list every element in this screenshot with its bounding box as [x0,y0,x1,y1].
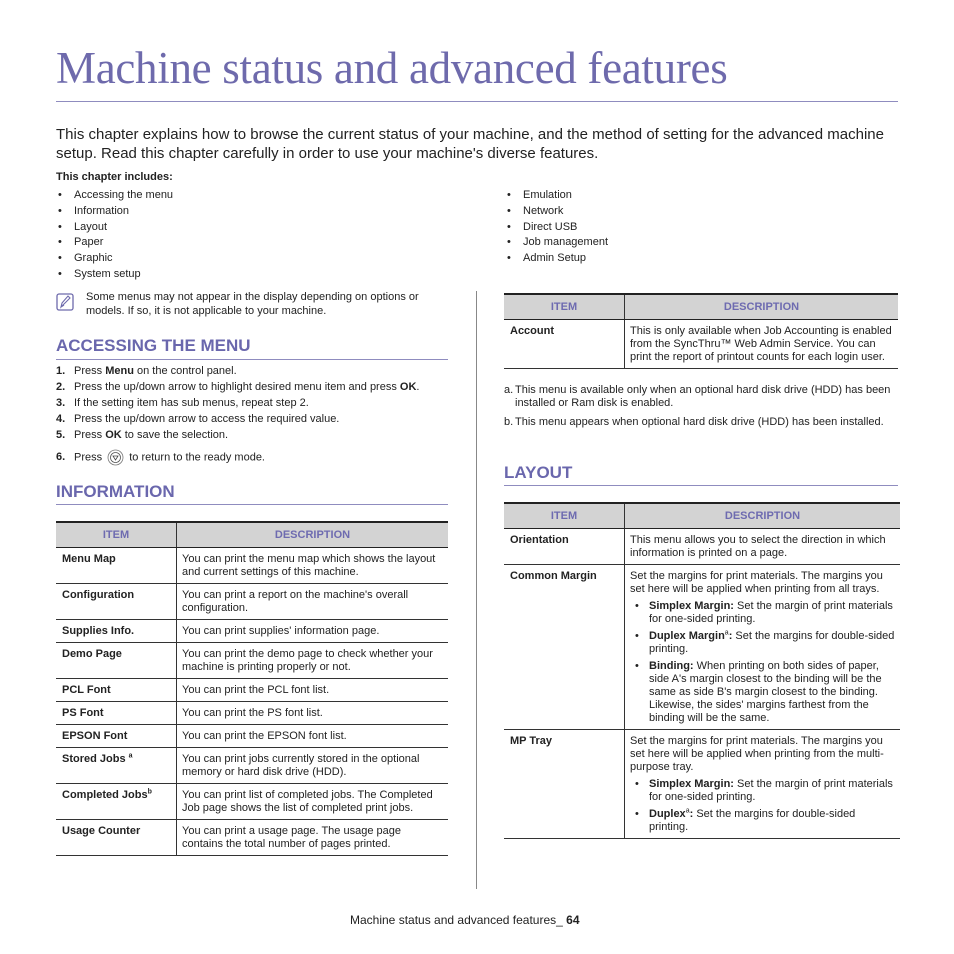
item-cell [56,679,177,702]
list-item-label: Layout [74,220,108,233]
bullet-label: Duplex Margin [649,630,725,642]
stop-button-icon [107,449,124,466]
table-row [56,725,448,748]
bullet: • [635,778,639,790]
item-cell [56,725,177,748]
item-name: Configuration [62,589,135,601]
description-bullet [630,808,895,834]
bullet: • [635,600,639,612]
item-name: MP Tray [510,735,552,747]
bullet-text: Set the margins for double-sided printing. [649,630,895,655]
list-item [56,251,173,267]
description-cell [177,784,449,820]
description-cell [177,584,449,620]
list-item [56,188,173,204]
description-text: This is only available when Job Accounting is enabled from the SyncThru™ Web Admin Service. You can print the report of printout counts for each login user. [630,325,892,363]
item-name: Common Margin [510,570,597,582]
step-number: 6. [56,451,66,464]
description-cell [177,620,449,643]
intro-paragraph: This chapter explains how to browse the current status of your machine, and the method of setting for the advanced machine setup. Read this chapter carefully in order to use your machine's diverse features. [56,126,884,162]
bullet-label: Binding: [649,660,694,672]
bullet: • [507,236,511,249]
heading-layout: LAYOUT [504,463,573,482]
table-row [504,320,898,369]
description-text: This menu allows you to select the direction in which information is printed on a page. [630,534,886,559]
step [56,379,456,395]
column-header-description: DESCRIPTION [177,522,449,548]
heading-rule [504,485,898,486]
footnote-ref: a [128,752,133,760]
page-number: 64 [566,913,580,927]
step-number: 3. [56,397,66,409]
list-item-label: Network [523,204,564,217]
list-item [505,220,608,236]
description-cell [177,748,449,784]
page-title: Machine status and advanced features [56,43,728,93]
list-item-label: Direct USB [523,220,578,233]
step-text: Press [74,365,106,377]
step [56,411,456,427]
note-text: Some menus may not appear in the display depending on options or models. If so, it is not applicable to your machine. [86,291,419,317]
bullet: • [58,189,62,201]
table-row [56,784,448,820]
item-name: EPSON Font [62,730,128,742]
step-text: . [416,381,420,393]
list-item [56,267,173,283]
description-text: You can print the EPSON font list. [182,730,347,742]
bullet-text: Set the margin of print materials for one-sided printing. [649,600,893,625]
description-cell [177,548,449,584]
description-text: You can print jobs currently stored in the optional memory or hard disk drive (HDD). [182,753,420,778]
step-number: 4. [56,413,66,425]
description-cell [177,702,449,725]
description-bullet [630,778,895,804]
bullet-text: Set the margin of print materials for one-sided printing. [649,778,893,803]
list-item-label: Paper [74,236,104,249]
bullet-text: When printing on both sides of paper, side A's margin closest to the binding will be the same as side B's margin closest to the binding. Likewise, the sides' margins farthest from the binding will be the same. [649,660,882,724]
item-cell [504,529,625,565]
column-header-description: DESCRIPTION [625,503,901,529]
bullet: • [635,660,639,672]
bullet: • [58,267,62,280]
list-item [505,251,608,267]
item-name: Menu Map [62,553,116,565]
item-cell [56,643,177,679]
list-item-label: Emulation [523,189,572,201]
item-cell [56,548,177,584]
table-row [504,730,900,839]
item-name: Supplies Info. [62,625,135,637]
table-row [504,565,900,730]
footnote [504,384,894,410]
bullet-label: Simplex Margin: [649,778,734,790]
step-bold: OK [399,381,417,393]
item-name: Orientation [510,534,569,546]
step-number: 2. [56,381,66,393]
step [56,449,456,466]
step-number: 5. [56,429,66,441]
list-item [56,220,173,236]
step-text: Press [74,429,106,441]
step-text: Press the up/down arrow to access the required value. [74,413,340,425]
footnote-key: a. [504,384,514,396]
column-header-description: DESCRIPTION [625,294,899,320]
list-item-label: Admin Setup [523,252,586,265]
heading-information: INFORMATION [56,482,175,501]
description-cell [625,320,899,369]
step [56,395,456,411]
table-row [56,548,448,584]
footnote-ref: a [685,807,690,815]
footnote-ref: a [724,629,729,637]
description-text: You can print the menu map which shows the layout and current settings of this machine. [182,553,436,578]
item-cell [56,702,177,725]
table-row [56,643,448,679]
footnote-key: b. [504,416,514,428]
table-row [56,702,448,725]
bullet-label: Duplex [649,808,686,820]
heading-rule [56,504,448,505]
list-item [56,235,173,251]
description-text: Set the margins for print materials. The margins you set here will be applied when printing from all trays. [630,570,883,595]
bullet: • [507,189,511,201]
bullet-label: Simplex Margin: [649,600,734,612]
list-item-label: Graphic [74,252,113,265]
footer-text: Machine status and advanced features_ [350,913,567,927]
table-row [56,620,448,643]
footnote-ref: b [147,788,152,796]
item-cell [504,730,625,839]
table-row [504,529,900,565]
description-cell [625,730,901,839]
steps-list [56,363,456,466]
description-text: You can print a report on the machine's overall configuration. [182,589,409,614]
description-text: You can print supplies' information page. [182,625,380,637]
description-cell [177,820,449,856]
bullet: • [58,204,62,217]
item-name: Usage Counter [62,825,141,837]
step-bold: OK [105,429,122,441]
step-number: 1. [56,365,66,377]
description-text: You can print list of completed jobs. The Completed Job page shows the list of completed print jobs. [182,789,433,814]
step [56,427,456,443]
item-name: Completed Jobs [62,789,148,801]
note-pencil-icon [56,293,74,311]
bullet-label-colon: : [689,808,694,820]
layout-table [504,502,900,839]
item-name: Account [510,325,554,337]
item-cell [56,748,177,784]
description-text: You can print a usage page. The usage page contains the total number of pages printed. [182,825,401,850]
step-text: If the setting item has sub menus, repeat step 2. [74,397,309,409]
table-row [56,748,448,784]
heading-rule [56,359,448,360]
step-text: to save the selection. [121,429,229,441]
list-item-label: System setup [74,267,141,280]
column-divider [476,291,477,889]
chapter-list-left [56,188,173,283]
title-rule [56,101,898,102]
item-cell [56,584,177,620]
description-text: Set the margins for print materials. The margins you set here will be applied when printing from the multi-purpose tray. [630,735,884,773]
information-table-continued [504,293,898,369]
bullet: • [635,630,639,642]
bullet-text: Set the margins for double-sided printing. [649,808,856,833]
column-header-item: ITEM [56,522,177,548]
bullet: • [507,204,511,217]
bullet: • [58,220,62,233]
item-name: PCL Font [62,684,111,696]
item-cell [56,620,177,643]
item-cell [504,565,625,730]
chapter-includes-label: This chapter includes: [56,171,173,183]
table-row [56,820,448,856]
column-header-item: ITEM [504,294,625,320]
description-cell [177,679,449,702]
bullet: • [507,220,511,233]
column-header-item: ITEM [504,503,625,529]
footnote [504,416,894,429]
step-text: on the control panel. [133,365,237,377]
bullet: • [635,808,639,820]
step [56,363,456,379]
description-bullet [630,660,895,725]
description-cell [625,529,901,565]
footnote-text: This menu appears when optional hard disk drive (HDD) has been installed. [515,416,884,428]
description-text: You can print the PCL font list. [182,684,330,696]
description-text: You can print the demo page to check whether your machine is printing properly or not. [182,648,433,673]
bullet: • [58,236,62,249]
step-text: Press [74,451,106,464]
table-row [56,679,448,702]
item-name: Demo Page [62,648,122,660]
list-item [56,204,173,220]
description-cell [625,565,901,730]
description-text: You can print the PS font list. [182,707,323,719]
list-item [505,204,608,220]
item-cell [504,320,625,369]
table-row [56,584,448,620]
item-cell [56,820,177,856]
bullet: • [507,252,511,265]
description-bullet [630,600,895,626]
step-text: to return to the ready mode. [126,451,265,464]
bullet-label-colon: : [728,630,733,642]
item-cell [56,784,177,820]
description-cell [177,643,449,679]
list-item-label: Information [74,204,130,217]
list-item [505,188,608,204]
step-text: Press the up/down arrow to highlight desired menu item and press [74,381,400,393]
item-name: Stored Jobs [62,753,129,765]
chapter-list-right [505,188,608,267]
footnote-text: This menu is available only when an optional hard disk drive (HDD) has been installed or Ram disk is enabled. [515,384,891,409]
item-name: PS Font [62,707,104,719]
list-item-label: Accessing the menu [74,189,174,201]
description-cell [177,725,449,748]
step-bold: Menu [105,365,134,377]
list-item-label: Job management [523,236,608,249]
heading-accessing-the-menu: ACCESSING THE MENU [56,336,251,355]
footnotes [504,384,894,435]
bullet: • [58,252,62,265]
description-bullet [630,630,895,656]
information-table [56,521,448,856]
page-footer [350,913,580,927]
list-item [505,235,608,251]
